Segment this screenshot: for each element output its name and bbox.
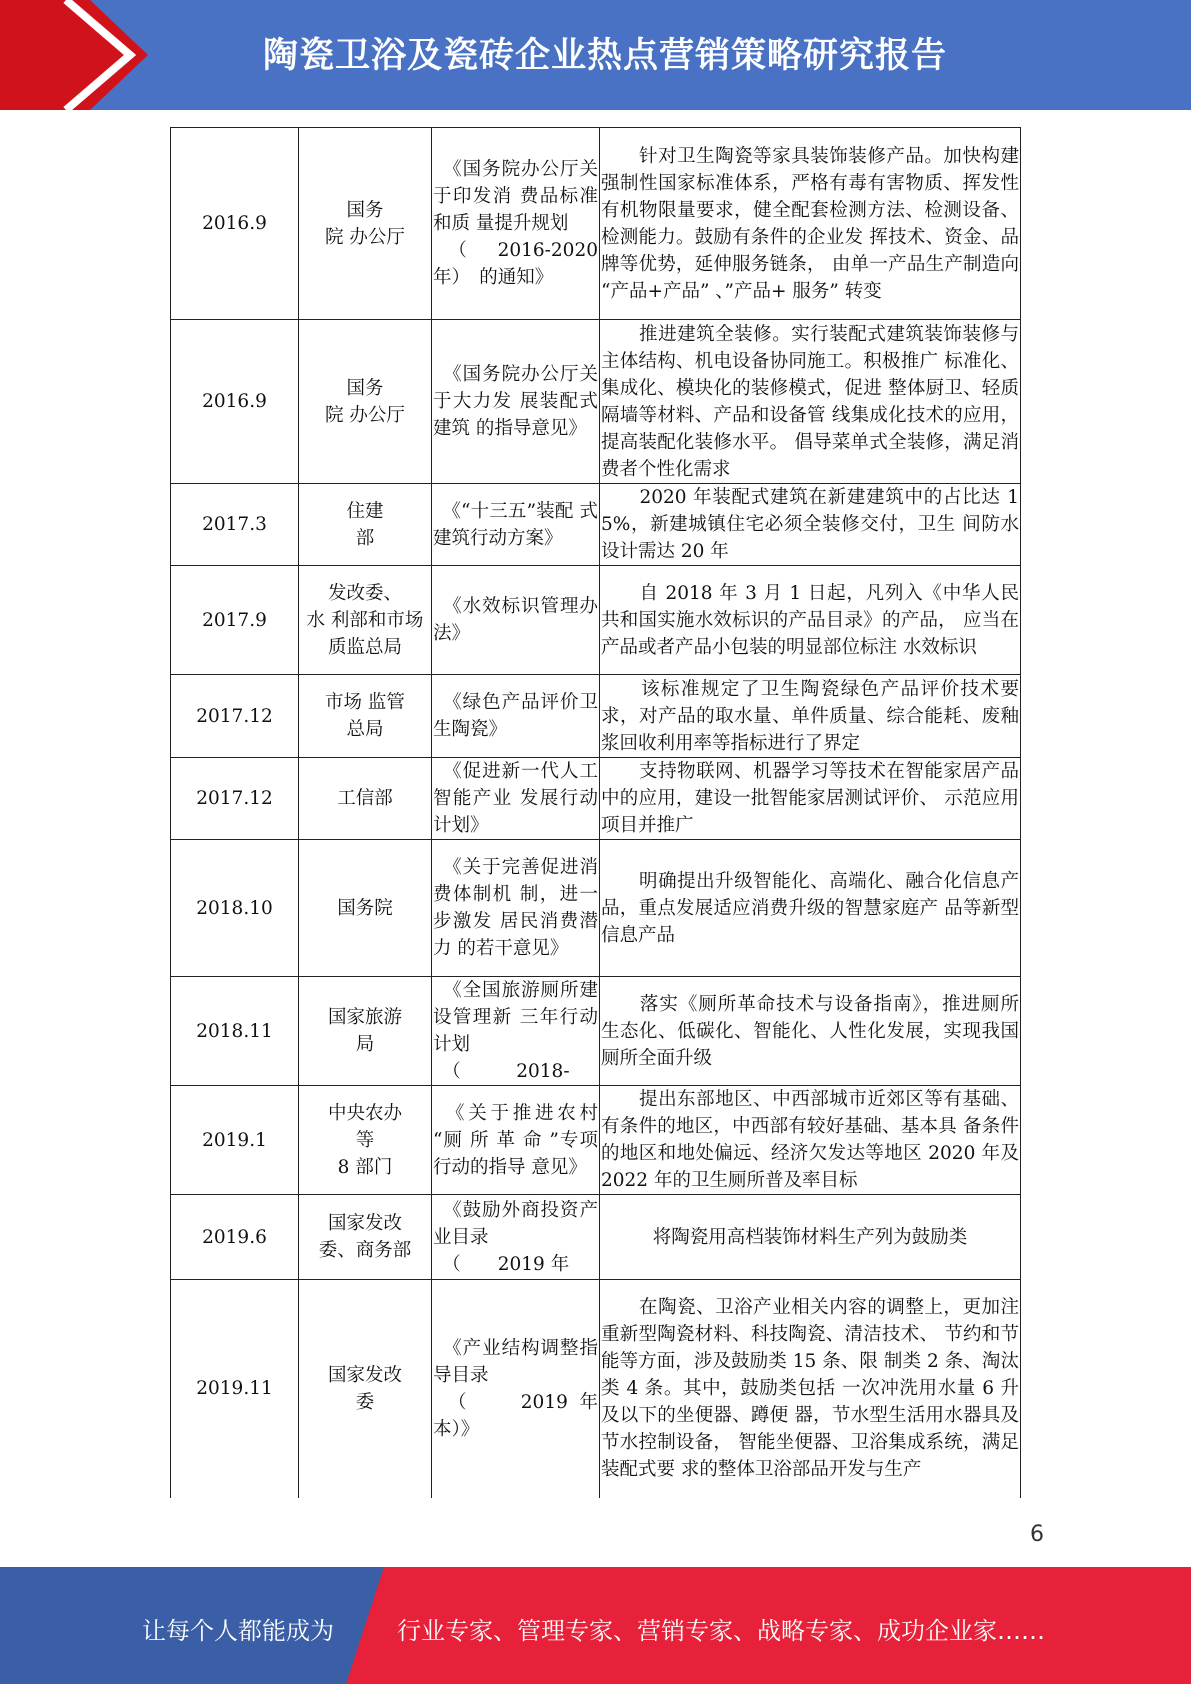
table-row bbox=[171, 1086, 1021, 1195]
document-cell: 《鼓励外商投资产业目录 （ 2019 年 bbox=[432, 1195, 600, 1280]
description-cell: 明确提出升级智能化、高端化、融合化信息产品，重点发展适应消费升级的智慧家庭产 品等新型信息产品 bbox=[600, 840, 1021, 977]
date-cell: 2019.1 bbox=[171, 1086, 299, 1195]
issuer-cell: 国家发改 委 bbox=[299, 1280, 432, 1498]
table-row bbox=[171, 484, 1021, 566]
table-row bbox=[171, 977, 1021, 1086]
issuer-cell: 工信部 bbox=[299, 758, 432, 840]
document-cell: 《水效标识管理办法》 bbox=[432, 566, 600, 675]
issuer-cell: 国务 院 办公厅 bbox=[299, 320, 432, 484]
policy-table bbox=[170, 127, 1025, 1498]
date-cell: 2017.3 bbox=[171, 484, 299, 566]
page-footer bbox=[0, 1567, 1191, 1684]
description-cell: 落实《厕所革命技术与设备指南》，推进厕所 生态化、低碳化、智能化、人性化发展，实现我国厕所全面升级 bbox=[600, 977, 1021, 1086]
issuer-cell: 住建 部 bbox=[299, 484, 432, 566]
document-cell: 《关于推进农村 “厕 所 革 命 ”专项行动的指导 意见》 bbox=[432, 1086, 600, 1195]
document-cell: 《国务院办公厅关于大力发 展装配式建筑 的指导意见》 bbox=[432, 320, 600, 484]
description-cell: 2020 年装配式建筑在新建建筑中的占比达 15%，新建城镇住宅必须全装修交付，卫生 间防水设计需达 20 年 bbox=[600, 484, 1021, 566]
table-row bbox=[171, 840, 1021, 977]
issuer-cell: 国务 院 办公厅 bbox=[299, 128, 432, 320]
table-row bbox=[171, 320, 1021, 484]
table-row bbox=[171, 758, 1021, 840]
page-header bbox=[0, 0, 1191, 110]
date-cell: 2017.12 bbox=[171, 758, 299, 840]
date-cell: 2019.11 bbox=[171, 1280, 299, 1498]
table-row bbox=[171, 675, 1021, 758]
description-cell: 在陶瓷、卫浴产业相关内容的调整上，更加注重新型陶瓷材料、科技陶瓷、清洁技术、 节约和节能等方面，涉及鼓励类 15 条、限 制类 2 条、淘汰类 4 条。其中，鼓励类包括 一次冲洗用水量 6 升及以下的坐便器、蹲便 器，节水型生活用水器具及节水控制设备， 智能坐便器、卫浴集成系统，满足装配式要 求的整体卫浴部品开发与生产 bbox=[600, 1280, 1021, 1498]
document-cell: 《全国旅游厕所建设管理新 三年行动计划 （ 2018- bbox=[432, 977, 600, 1086]
issuer-cell: 国家发改 委、商务部 bbox=[299, 1195, 432, 1280]
table-row bbox=[171, 128, 1021, 320]
date-cell: 2016.9 bbox=[171, 128, 299, 320]
header-arrow-decoration bbox=[0, 0, 160, 110]
description-cell: 将陶瓷用高档装饰材料生产列为鼓励类 bbox=[600, 1195, 1021, 1280]
description-cell: 推进建筑全装修。实行装配式建筑装饰装修与主体结构、机电设备协同施工。积极推广 标准化、集成化、模块化的装修模式，促进 整体厨卫、轻质隔墙等材料、产品和设备管 线集成化技术的应用，提高装配化装修水平。 倡导菜单式全装修，满足消费者个性化需求 bbox=[600, 320, 1021, 484]
description-cell: 针对卫生陶瓷等家具装饰装修产品。加快构建强制性国家标准体系，严格有毒有害物质、挥发性有机物限量要求，健全配套检测方法、检测设备、检测能力。鼓励有条件的企业发 挥技术、资金、品牌等优势，延伸服务链条， 由单一产品生产制造向 “产品+产品” 、”产品+ 服务” 转变 bbox=[600, 128, 1021, 320]
table-row bbox=[171, 1195, 1021, 1280]
description-cell: 该标准规定了卫生陶瓷绿色产品评价技术要 求，对产品的取水量、单件质量、综合能耗、废釉浆回收利用率等指标进行了界定 bbox=[600, 675, 1021, 758]
document-cell: 《国务院办公厅关于印发消 费品标准和质 量提升规划 （ 2016-2020年） 的通知》 bbox=[432, 128, 600, 320]
description-cell: 支持物联网、机器学习等技术在智能家居产品中的应用，建设一批智能家居测试评价、 示范应用项目并推广 bbox=[600, 758, 1021, 840]
document-cell: 《促进新一代人工智能产业 发展行动计划》 bbox=[432, 758, 600, 840]
issuer-cell: 发改委、 水 利部和市场 质监总局 bbox=[299, 566, 432, 675]
document-cell: 《产业结构调整指导目录 （ 2019 年本）》 bbox=[432, 1280, 600, 1498]
report-title: 陶瓷卫浴及瓷砖企业热点营销策略研究报告 bbox=[263, 36, 948, 76]
date-cell: 2019.6 bbox=[171, 1195, 299, 1280]
description-cell: 提出东部地区、中西部城市近郊区等有基础、 有条件的地区，中西部有较好基础、基本具 备条件的地区和地处偏远、经济欠发达等地区 2020 年及 2022 年的卫生厕所普及率目标 bbox=[600, 1086, 1021, 1195]
table-row bbox=[171, 566, 1021, 675]
date-cell: 2018.10 bbox=[171, 840, 299, 977]
footer-slogan-left: 让每个人都能成为 bbox=[142, 1617, 334, 1645]
document-cell: 《绿色产品评价卫生陶瓷》 bbox=[432, 675, 600, 758]
footer-slogan-right: 行业专家、管理专家、营销专家、战略专家、成功企业家…… bbox=[397, 1617, 1045, 1645]
document-cell: 《“十三五”装配 式建筑行动方案》 bbox=[432, 484, 600, 566]
date-cell: 2017.12 bbox=[171, 675, 299, 758]
document-cell: 《关于完善促进消费体制机 制，进一步激发 居民消费潜力 的若干意见》 bbox=[432, 840, 600, 977]
issuer-cell: 中央农办 等 8 部门 bbox=[299, 1086, 432, 1195]
table-row bbox=[171, 1280, 1021, 1498]
date-cell: 2018.11 bbox=[171, 977, 299, 1086]
date-cell: 2017.9 bbox=[171, 566, 299, 675]
description-cell: 自 2018 年 3 月 1 日起，凡列入《中华人民共和国实施水效标识的产品目录》的产品， 应当在产品或者产品小包装的明显部位标注 水效标识 bbox=[600, 566, 1021, 675]
policy-table-container bbox=[170, 127, 1025, 1497]
issuer-cell: 国家旅游 局 bbox=[299, 977, 432, 1086]
page-number: 6 bbox=[1030, 1522, 1044, 1547]
issuer-cell: 国务院 bbox=[299, 840, 432, 977]
issuer-cell: 市场 监管 总局 bbox=[299, 675, 432, 758]
date-cell: 2016.9 bbox=[171, 320, 299, 484]
